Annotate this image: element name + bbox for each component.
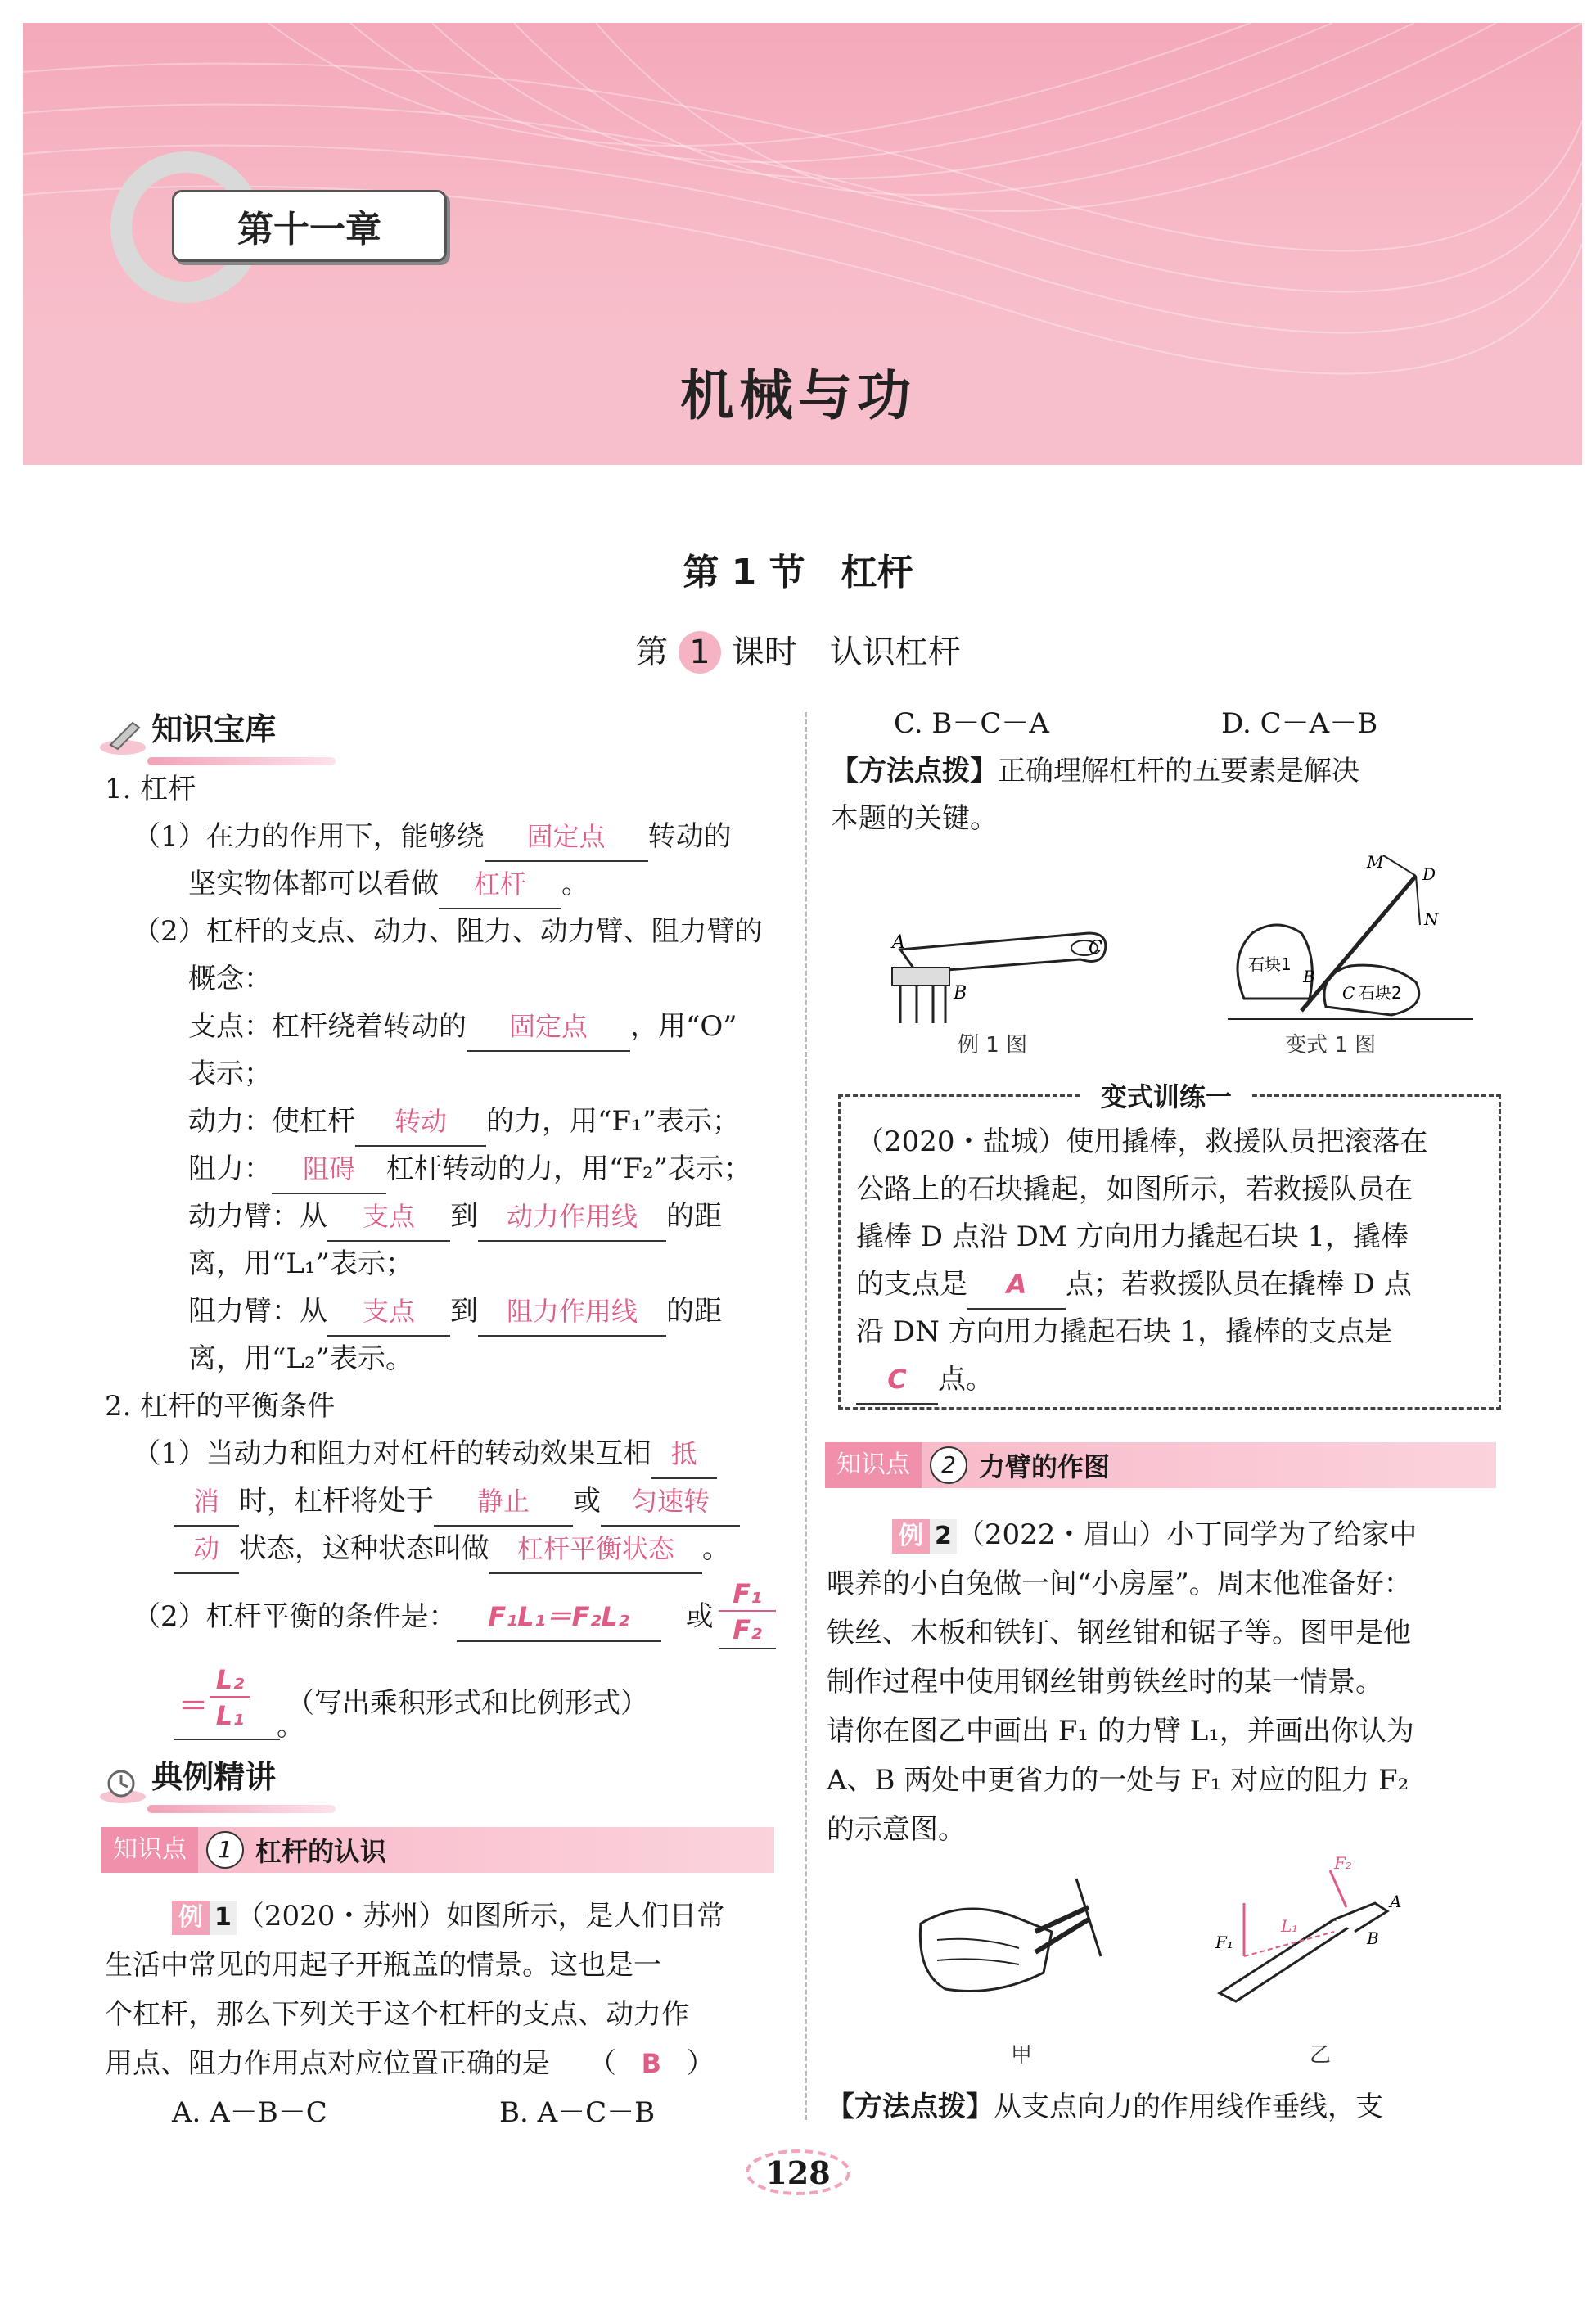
option-c: C. B－C－A [894,707,1049,740]
pliers-diagram-figure [1211,1854,1424,2018]
answer-blank: 转动 [355,1098,486,1147]
label-b: B [1367,1928,1379,1948]
condition-note: （写出乘积形式和比例形式） [286,1687,648,1720]
label-a: A [892,932,905,953]
label-c: C [1089,938,1102,959]
variant-line3: 撬棒 D 点沿 DM 方向用力撬起石块 1，撬棒 [856,1220,1409,1253]
example-number: 2 [930,1519,957,1554]
label-c: C [1342,983,1355,1003]
p1-line2: 坚实物体都可以看做 杠杆 。 [188,860,589,909]
chapter-title: 机械与功 [680,364,916,427]
example-tag: 例 [172,1901,210,1935]
resist-line: 阻力： 阻碍 杠杆转动的力，用“F₂”表示； [188,1145,751,1194]
label-l1: L₁ [1281,1916,1299,1936]
variant-figure-caption: 变式 1 图 [1285,1033,1377,1058]
figure-yi-caption: 乙 [1310,2043,1332,2068]
knowledge-point-1-bar [101,1827,774,1873]
answer-blank: F₁L₁＝F₂L₂ [457,1593,661,1642]
heading-underline [147,757,336,765]
kp-name: 力臂的作图 [979,1451,1111,1482]
example2-line1: 例 2 （2022・眉山）小丁同学为了给家中 [892,1511,1417,1558]
knowledge-heading-label: 知识宝库 [151,711,277,747]
method1-line1: 【方法点拨】正确理解杠杆的五要素是解决 [831,755,1359,787]
kp-number: 2 [930,1446,967,1484]
answer-blank: 阻碍 [272,1145,386,1194]
label-d: D [1422,864,1436,884]
crowbar-figure [1228,851,1473,1031]
effort-arm-line: 动力臂：从 支点 到 动力作用线 的距 [188,1193,722,1242]
method2-line1: 【方法点拨】从支点向力的作用线作垂线，支 [827,2091,1383,2123]
column-divider [805,712,807,2120]
example2-line6: A、B 两处中更省力的一处与 F₁ 对应的阻力 F₂ [827,1764,1409,1797]
ratio-fraction-f: F₁ F₂ [719,1577,776,1649]
label-a: A [1390,1892,1402,1911]
answer-blank: 支点 [327,1193,450,1242]
heading-underline [147,1805,336,1813]
kp-number: 1 [206,1831,244,1869]
answer-blank: 动 [174,1525,239,1574]
examples-heading [98,1752,336,1813]
p2-line1: （2）杠杆的支点、动力、阻力、动力臂、阻力臂的 [133,915,763,948]
label-f1: F₁ [1215,1933,1233,1952]
label-f2: F₂ [1334,1854,1352,1873]
figure-jia-caption: 甲 [1011,2043,1033,2068]
label-rock2: 石块2 [1359,983,1402,1003]
lesson-number: 1 [679,631,721,674]
example2-line3: 铁丝、木板和铁钉、钢丝钳和锯子等。图甲是他 [827,1617,1411,1649]
answer-blank: 抵 [651,1430,717,1479]
kp-tag: 知识点 [101,1827,198,1873]
label-rock1: 石块1 [1248,954,1292,974]
kp-tag: 知识点 [825,1442,922,1488]
chapter-label: 第十一章 [172,190,447,262]
kp-name: 杠杆的认识 [255,1836,387,1867]
pliers-hand-figure [913,1874,1125,2022]
label-b: B [954,983,967,1004]
balance-line3: 动 状态，这种状态叫做 杠杆平衡状态 。 [174,1525,730,1574]
fulcrum-line2: 表示； [188,1058,272,1090]
label-m: M [1367,852,1384,872]
pencil-icon [98,716,147,757]
example2-line2: 喂养的小白兔做一间“小房屋”。周末他准备好： [827,1567,1412,1600]
balance-line1: （1）当动力和阻力对杠杆的转动效果互相 抵 [133,1430,717,1479]
variant-line5: 沿 DN 方向用力撬起石块 1，撬棒的支点是 [856,1315,1393,1348]
fulcrum-line: 支点：杠杆绕着转动的 固定点 ，用“O” [188,1003,737,1052]
variant-line6: C 点。 [856,1355,994,1405]
answer-blank: 消 [174,1477,239,1527]
option-d: D. C－A－B [1221,707,1378,740]
lesson-suffix: 课时 认识杠杆 [731,634,961,671]
answer-blank: 支点 [327,1288,450,1337]
option-b: B. A－C－B [499,2096,656,2129]
condition-end: 。 [277,1710,304,1743]
lesson-prefix: 第 [635,634,669,671]
example-tag: 例 [892,1519,930,1554]
variant-line2: 公路上的石块撬起，如图所示，若救援队员在 [856,1173,1413,1206]
effort-arm-line2: 离，用“L₁”表示； [188,1247,413,1280]
examples-heading-label: 典例精讲 [151,1759,277,1795]
option-a: A. A－B－C [172,2096,327,2129]
ratio-fraction-l: ＝ L₂ L₁ [174,1663,280,1740]
answer-blank: 固定点 [485,813,648,862]
section-title: 第 1 节 杠杆 [683,552,913,593]
answer: B [641,2048,662,2079]
p1-line1: （1）在力的作用下，能够绕 固定点 转动的 [133,813,732,862]
item1-title: 1. 杠杆 [105,773,196,805]
method1-line2: 本题的关键。 [831,802,998,835]
answer-blank: 动力作用线 [478,1193,666,1242]
bottle-opener-figure [884,909,1113,1031]
variant-title: 变式训练一 [1080,1076,1252,1114]
example-number: 1 [210,1901,237,1935]
alarm-clock-icon [98,1764,147,1805]
example2-line7: 的示意图。 [827,1813,966,1846]
answer-blank: 静止 [434,1477,573,1527]
lesson-title [0,626,1596,674]
label-n: N [1424,909,1439,929]
example1-line1: 例 1 （2020・苏州）如图所示，是人们日常 [172,1892,724,1940]
example1-line4: 用点、阻力作用点对应位置正确的是 （ B ） [105,2047,715,2080]
variant-line1: （2020・盐城）使用撬棒，救援队员把滚落在 [856,1125,1428,1158]
answer-blank: 杠杆 [439,860,561,909]
example1-line2: 生活中常见的用起子开瓶盖的情景。这也是一 [105,1949,661,1982]
resist-arm-line2: 离，用“L₂”表示。 [188,1342,413,1375]
answer-blank: C [856,1355,938,1405]
knowledge-point-2-bar [825,1442,1496,1488]
answer-blank: 阻力作用线 [478,1288,666,1337]
knowledge-heading [98,704,336,765]
answer-blank: 杠杆平衡状态 [489,1525,702,1574]
example2-line5: 请你在图乙中画出 F₁ 的力臂 L₁，并画出你认为 [827,1715,1414,1748]
variant-line4: 的支点是 A 点；若救援队员在撬棒 D 点 [856,1261,1412,1310]
example2-line4: 制作过程中使用钢丝钳剪铁丝时的某一情景。 [827,1666,1383,1698]
example1-line3: 个杠杆，那么下列关于这个杠杆的支点、动力作 [105,1998,689,2031]
resist-arm-line: 阻力臂：从 支点 到 阻力作用线 的距 [188,1288,722,1337]
balance-line2: 消 时，杠杆将处于 静止 或 匀速转 [174,1477,740,1527]
condition-line1: （2）杠杆平衡的条件是： F₁L₁＝F₂L₂ 或 [133,1593,714,1642]
p2-line2: 概念： [188,963,272,995]
item2-title: 2. 杠杆的平衡条件 [105,1390,336,1423]
answer-blank: 固定点 [467,1003,630,1052]
label-b: B [1303,967,1315,986]
answer-blank: 匀速转 [601,1477,740,1527]
page-number: 128 [765,2154,831,2191]
effort-line: 动力：使杠杆 转动 的力，用“F₁”表示； [188,1098,740,1147]
answer-blank: A [967,1261,1066,1310]
figure1-caption: 例 1 图 [958,1033,1028,1058]
